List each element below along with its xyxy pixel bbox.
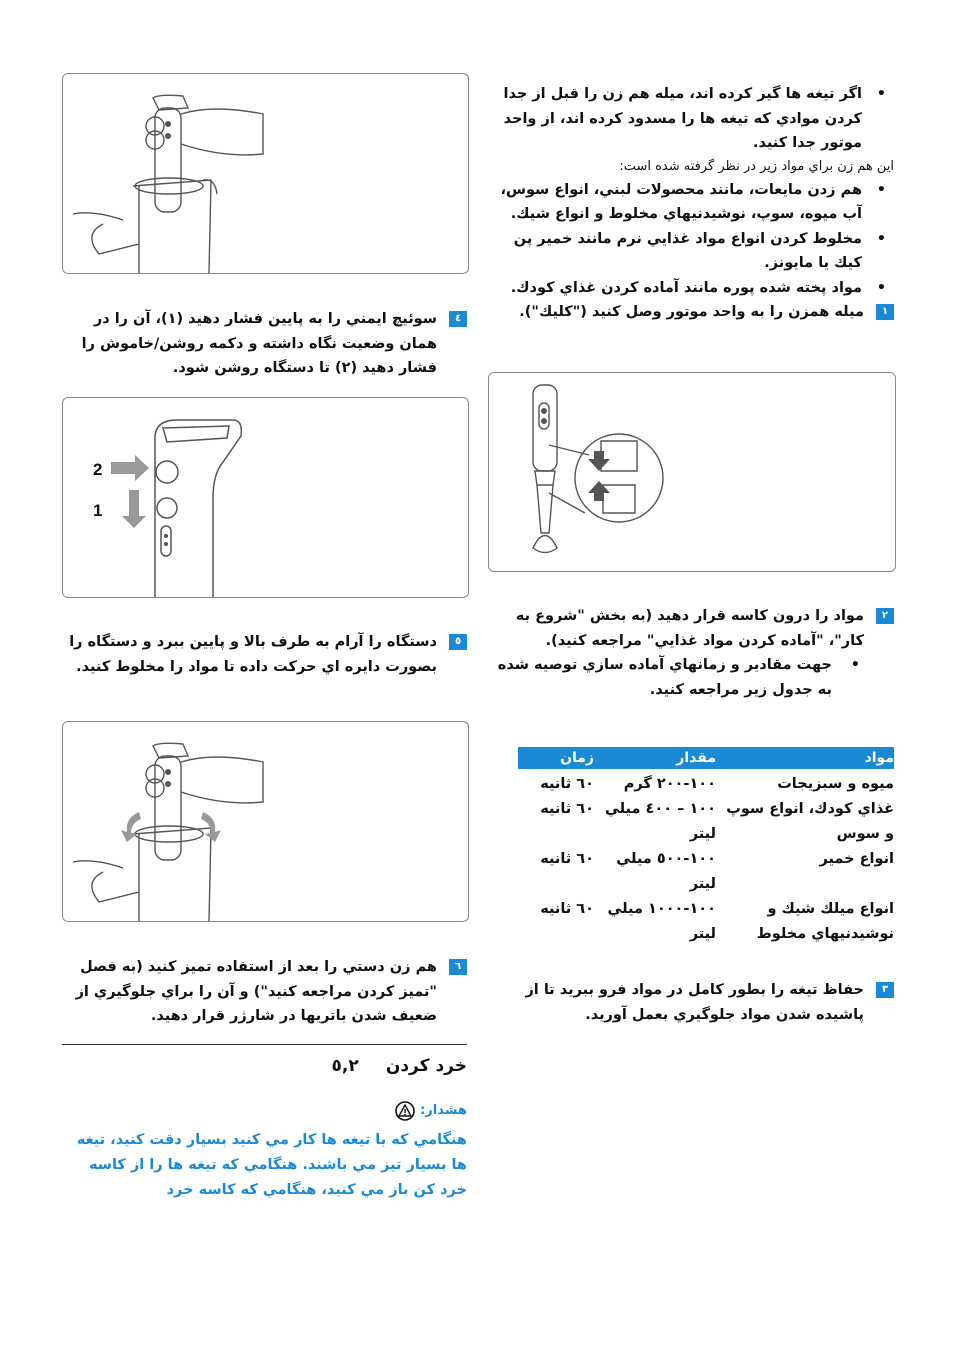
left-step-6-block (62, 955, 467, 1029)
list-item: • مخلوط كردن انواع مواد غذايي نرم مانند خمير پن كيك يا مايونز. (513, 230, 886, 271)
table-row: غذاي كودك، انواع سوپ و سوس ١٠٠ – ٤٠٠ ميلي ليتر ٦٠ ثانيه (540, 801, 894, 842)
table-row: انواع خمير ١٠٠-٥٠٠ ميلي ليتر ٦٠ ثانيه (540, 851, 894, 892)
quantities-table (518, 747, 894, 947)
warning-triangle-icon (395, 1101, 415, 1121)
blend-beaker-illustration (63, 74, 468, 273)
warning-text: هنگامي كه با تيغه ها كار مي كنيد بسيار دقت كنيد، تيغه ها بسيار تيز مي باشند. هنگامي كه تيغه ها را از كاسه خرد كن باز مي كنيد، هنگامي كه كاسه خرد (76, 1132, 467, 1198)
header-quantity: مقدار (676, 750, 716, 766)
step-2: ٢ مواد را درون كاسه قرار دهيد (به بخش "شروع به كار"، "آماده كردن مواد غذايي" مراجعه كنيد). (488, 604, 894, 653)
list-item: • جهت مقادير و زمانهاي آماده سازي توصيه شده به جدول زير مراجعه كنيد. (497, 657, 860, 698)
header-time: زمان (560, 750, 594, 766)
step-1: ١ ميله همزن را به واحد موتور وصل كنيد ("كليك"). (488, 300, 894, 325)
figure-blending-beaker (62, 73, 469, 274)
right-column-top (488, 82, 894, 325)
figure-safety-switch (62, 397, 469, 598)
motion-illustration (63, 722, 468, 921)
section-number: ٥,٢ (331, 1056, 359, 1076)
step-3: ٣ حفاظ تيغه را بطور كامل در مواد فرو ببريد تا از پاشيده شدن مواد جلوگيري بعمل آوريد. (488, 978, 894, 1027)
intro-text: اين هم زن براي مواد زير در نظر گرفته شده است: (619, 158, 894, 174)
warning-label: هشدار: (420, 1103, 467, 1118)
section-heading (62, 1052, 467, 1082)
warning-block (62, 1100, 467, 1203)
left-step-5-block (62, 630, 467, 679)
figure-blend-motion (62, 721, 469, 922)
step-4: ٤ سوئيچ ايمني را به پايين فشار دهيد (١)، آن را در همان وضعيت نگاه داشته و دكمه روشن/خاموش را فشار دهيد (٢) تا دستگاه روشن شود. (62, 307, 467, 381)
right-column-bottom (488, 978, 894, 1027)
table-header (518, 747, 894, 769)
list-item: • اگر تيغه ها گير کرده اند، ميله هم زن را قبل از جدا کردن موادي که تيغه ها را مسدود کرده اند، از واحد موتور جدا کنيد. (503, 86, 886, 151)
label-2: 2 (93, 460, 103, 479)
section-divider (62, 1044, 467, 1045)
switch-illustration (63, 398, 468, 597)
list-item: • مواد پخته شده پوره مانند آماده كردن غذاي كودك. (510, 279, 886, 296)
table-row: ميوه و سبزيجات ١٠٠-٢٠٠ گرم ٦٠ ثانيه (540, 776, 894, 792)
figure-attach-shaft (488, 372, 896, 572)
step-5: ٥ دستگاه را آرام به طرف بالا و پايين ببرد و دستگاه را بصورت دايره اي حركت داده تا مواد را مخلوط كنيد. (62, 630, 467, 679)
right-column-middle (488, 604, 894, 702)
section-title: خرد كردن (385, 1056, 467, 1076)
step-6: ٦ هم زن دستي را بعد از استفاده تميز كنيد (به فصل "تميز كردن مراجعه كنيد") و آن را براي جلوگيري از ضعيف شدن باتريها در شارژر قرار دهيد. (62, 955, 467, 1029)
list-item: • هم زدن مايعات، مانند محصولات لبني، انواع سوس، آب ميوه، سوپ، نوشيدنيهاي مخلوط و انواع شيك. (500, 181, 886, 222)
header-ingredients: مواد (864, 750, 894, 766)
label-1: 1 (93, 501, 103, 520)
table-row: انواع ميلك شيك و نوشيدنيهاي مخلوط ١٠٠-١٠٠٠ ميلي ليتر ٦٠ ثانيه (540, 901, 894, 942)
left-step-4-block (62, 307, 467, 381)
warning-header (62, 1100, 467, 1128)
attach-illustration (489, 373, 895, 571)
